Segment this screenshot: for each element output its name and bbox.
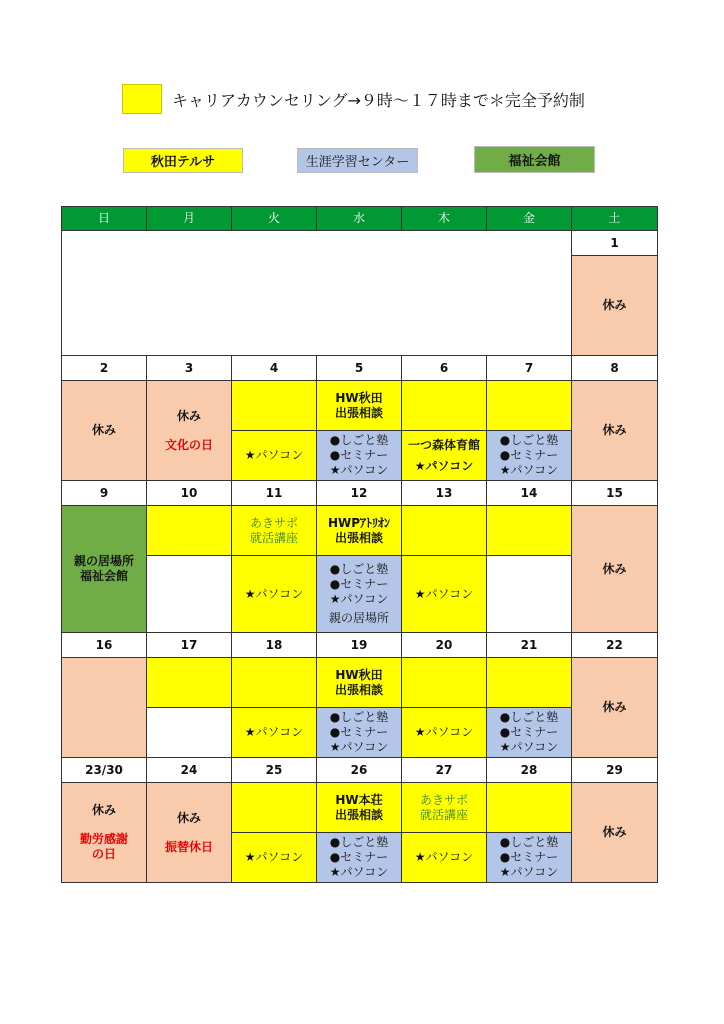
- event-seminar: ●セミナー: [499, 725, 559, 739]
- day-26-am: [317, 783, 402, 833]
- weekday-header-row: [62, 207, 658, 231]
- event-seminar: ●セミナー: [499, 448, 559, 462]
- event-pasokon: ★パソコン: [499, 463, 559, 477]
- rest-label: 休み: [176, 408, 201, 423]
- empty-days: [62, 231, 572, 356]
- day-29-cell: [572, 783, 658, 883]
- day-26-pm: [317, 833, 402, 883]
- day-5-pm: [317, 431, 402, 481]
- date-10: 10: [147, 481, 232, 506]
- rest-label: 休み: [602, 298, 627, 312]
- date-23-30: 23/30: [62, 758, 147, 783]
- event-shigoto: ●しごと塾: [499, 835, 559, 849]
- date-26: 26: [317, 758, 402, 783]
- day-6-pm: [402, 431, 487, 481]
- weekday-mon: 月: [147, 207, 232, 231]
- holiday-name: 振替休日: [164, 839, 213, 854]
- location-fukushi-kaikan: 福祉会館: [474, 146, 595, 173]
- day-7-pm: [487, 431, 572, 481]
- holiday-name-line-2: の日: [91, 847, 116, 861]
- date-6: 6: [402, 356, 487, 381]
- day-13-pm: [402, 556, 487, 633]
- date-8: 8: [572, 356, 658, 381]
- event-pasokon: ★パソコン: [499, 740, 559, 754]
- event-title: HW秋田: [335, 390, 383, 405]
- event-pc: ★パソコン: [414, 725, 474, 739]
- event-subtitle: 出張相談: [334, 405, 383, 420]
- date-4: 4: [232, 356, 317, 381]
- day-22-cell: [572, 658, 658, 758]
- day-28-pm: [487, 833, 572, 883]
- day-19-am: [317, 658, 402, 708]
- event-subtitle: 出張相談: [334, 807, 383, 822]
- day-10-am: [147, 506, 232, 556]
- event-seminar: ●セミナー: [329, 577, 389, 591]
- date-9: 9: [62, 481, 147, 506]
- holiday-name-line-1: 勤労感謝: [79, 832, 128, 846]
- rest-label: 休み: [91, 803, 116, 817]
- weekday-sat: 土: [572, 207, 658, 231]
- day-13-am: [402, 506, 487, 556]
- date-17: 17: [147, 633, 232, 658]
- day-23-cell: [62, 783, 147, 883]
- event-title: あきサポ: [419, 792, 468, 807]
- date-28: 28: [487, 758, 572, 783]
- date-21: 21: [487, 633, 572, 658]
- event-pasokon: ★パソコン: [329, 592, 389, 606]
- event-title: HW本荘: [335, 792, 383, 807]
- weekday-thu: 木: [402, 207, 487, 231]
- location-telsa: 秋田テルサ: [123, 148, 243, 173]
- event-pasokon: ★パソコン: [329, 740, 389, 754]
- event-pasokon: ★パソコン: [499, 865, 559, 879]
- date-row-week-2: [62, 356, 658, 381]
- day-25-am: [232, 783, 317, 833]
- day-18-pm: [232, 708, 317, 758]
- date-15: 15: [572, 481, 658, 506]
- day-4-pm: [232, 431, 317, 481]
- day-12-pm: [317, 556, 402, 633]
- date-13: 13: [402, 481, 487, 506]
- event-oya-no-ibasho: 親の居場所: [328, 611, 389, 625]
- day-2-cell: [62, 381, 147, 481]
- event-pc: ★パソコン: [414, 850, 474, 864]
- date-7: 7: [487, 356, 572, 381]
- event-title: あきサポ: [249, 515, 298, 530]
- event-seminar: ●セミナー: [329, 850, 389, 864]
- event-pc: ★パソコン: [244, 850, 304, 864]
- calendar-table: [61, 206, 658, 883]
- day-14-am: [487, 506, 572, 556]
- event-venue: 一つ森体育館: [407, 437, 480, 452]
- date-25: 25: [232, 758, 317, 783]
- day-16-cell: [62, 658, 147, 758]
- event-subtitle: 就活講座: [249, 530, 298, 545]
- legend-note: キャリアカウンセリング→９時～１７時まで＊完全予約制: [172, 91, 585, 110]
- event-seminar: ●セミナー: [329, 448, 389, 462]
- day-11-am: [232, 506, 317, 556]
- date-18: 18: [232, 633, 317, 658]
- event-subtitle: 就活講座: [419, 807, 468, 822]
- date-16: 16: [62, 633, 147, 658]
- event-pc: ★パソコン: [414, 586, 474, 601]
- event-shigoto: ●しごと塾: [329, 835, 389, 849]
- event-title: HW秋田: [335, 667, 383, 682]
- day-6-am: [402, 381, 487, 431]
- date-11: 11: [232, 481, 317, 506]
- day-12-am: [317, 506, 402, 556]
- day-3-cell: [147, 381, 232, 481]
- rest-label: 休み: [602, 423, 627, 437]
- day-19-pm: [317, 708, 402, 758]
- day-21-am: [487, 658, 572, 708]
- weekday-wed: 水: [317, 207, 402, 231]
- event-pc: ★パソコン: [414, 458, 474, 473]
- day-14-pm: [487, 556, 572, 633]
- day-17-pm: [147, 708, 232, 758]
- rest-label: 休み: [602, 825, 627, 839]
- date-row-week-5: [62, 758, 658, 783]
- day-10-pm: [147, 556, 232, 633]
- day-7-am: [487, 381, 572, 431]
- event-pc: ★パソコン: [244, 586, 304, 601]
- event-seminar: ●セミナー: [499, 850, 559, 864]
- date-14: 14: [487, 481, 572, 506]
- rest-label: 休み: [602, 700, 627, 714]
- date-row-week-4: [62, 633, 658, 658]
- date-29: 29: [572, 758, 658, 783]
- day-20-am: [402, 658, 487, 708]
- weekday-tue: 火: [232, 207, 317, 231]
- rest-label: 休み: [602, 561, 627, 576]
- date-1: 1: [572, 231, 658, 256]
- date-2: 2: [62, 356, 147, 381]
- date-5: 5: [317, 356, 402, 381]
- event-shigoto: ●しごと塾: [499, 710, 559, 724]
- event-pasokon: ★パソコン: [329, 463, 389, 477]
- event-venue: 福祉会館: [79, 569, 128, 583]
- event-pasokon: ★パソコン: [329, 865, 389, 879]
- date-20: 20: [402, 633, 487, 658]
- day-28-am: [487, 783, 572, 833]
- date-24: 24: [147, 758, 232, 783]
- day-20-pm: [402, 708, 487, 758]
- event-pc: ★パソコン: [244, 725, 304, 739]
- event-shigoto: ●しごと塾: [329, 562, 389, 576]
- event-title: HWPｱﾄﾘｵﾝ: [327, 515, 391, 530]
- day-5-am: [317, 381, 402, 431]
- weekday-sun: 日: [62, 207, 147, 231]
- day-18-am: [232, 658, 317, 708]
- event-subtitle: 出張相談: [334, 530, 383, 545]
- day-11-pm: [232, 556, 317, 633]
- day-27-pm: [402, 833, 487, 883]
- day-15-cell: [572, 506, 658, 633]
- event-seminar: ●セミナー: [329, 725, 389, 739]
- event-pc: ★パソコン: [244, 448, 304, 462]
- day-24-cell: [147, 783, 232, 883]
- event-shigoto: ●しごと塾: [499, 433, 559, 447]
- day-8-cell: [572, 381, 658, 481]
- day-25-pm: [232, 833, 317, 883]
- day-17-am: [147, 658, 232, 708]
- rest-label: 休み: [176, 810, 201, 825]
- day-4-am: [232, 381, 317, 431]
- date-27: 27: [402, 758, 487, 783]
- event-title: 親の居場所: [73, 554, 134, 568]
- location-shogai-gakushu: 生涯学習センター: [297, 148, 418, 173]
- day-1-cell: [572, 256, 658, 356]
- weekday-fri: 金: [487, 207, 572, 231]
- date-row-week-3: [62, 481, 658, 506]
- rest-label: 休み: [91, 423, 116, 437]
- date-22: 22: [572, 633, 658, 658]
- date-12: 12: [317, 481, 402, 506]
- date-19: 19: [317, 633, 402, 658]
- event-shigoto: ●しごと塾: [329, 710, 389, 724]
- legend-color-swatch: [122, 84, 162, 114]
- event-subtitle: 出張相談: [334, 682, 383, 697]
- date-3: 3: [147, 356, 232, 381]
- day-27-am: [402, 783, 487, 833]
- day-21-pm: [487, 708, 572, 758]
- day-9-cell: [62, 506, 147, 633]
- event-shigoto: ●しごと塾: [329, 433, 389, 447]
- holiday-name: 文化の日: [164, 437, 213, 452]
